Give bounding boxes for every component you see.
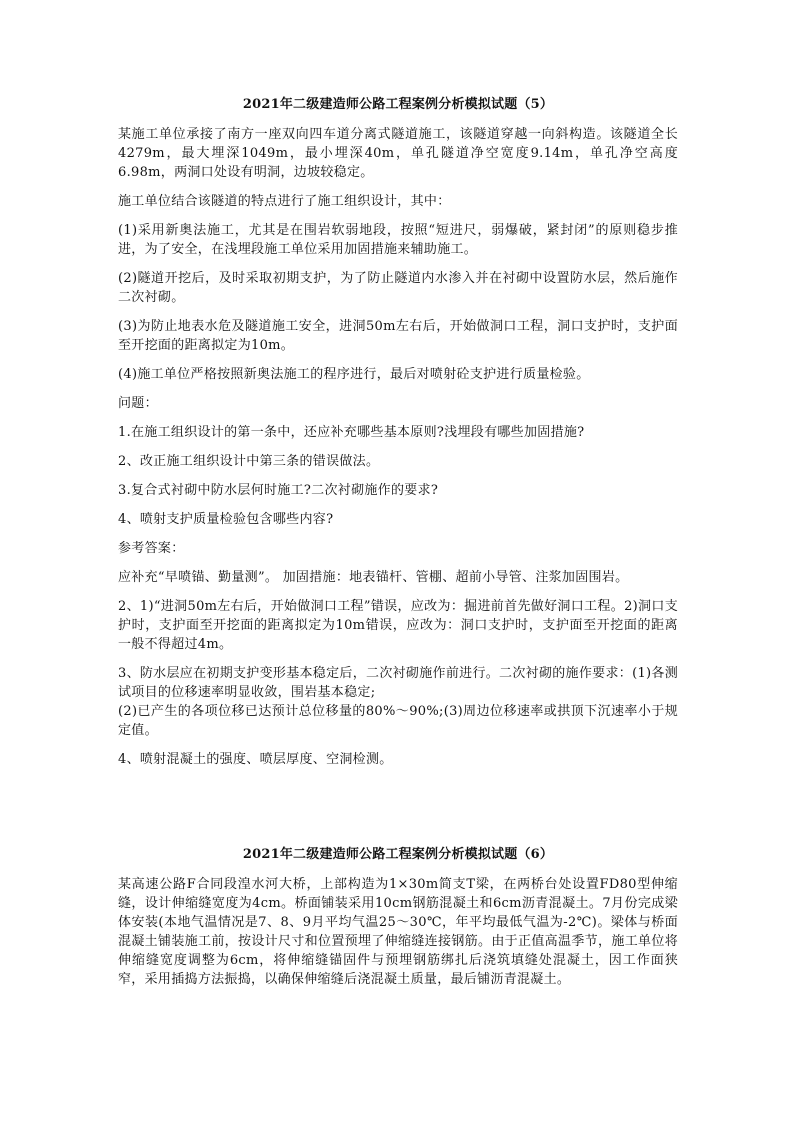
answer-item: 3、防水层应在初期支护变形基本稳定后，二次衬砌施作前进行。二次衬砌的施作要求：(1)各测试项目的位移速率明显收敛，围岩基本稳定; (118, 666, 678, 700)
answer-item: 4、喷射混凝土的强度、喷层厚度、空洞检测。 (118, 752, 393, 767)
case-background: 某施工单位承接了南方一座双向四车道分离式隧道施工，该隧道穿越一向斜构造。该隧道全长4279m，最大埋深1049m，最小埋深40m，单孔隧道净空宽度9.14m，单孔净空高度6.98m，两洞口处设有明洞，边坡较稳定。 (118, 127, 678, 180)
question-item: 1.在施工组织设计的第一条中，还应补充哪些基本原则?浅埋段有哪些加固措施? (118, 425, 585, 440)
case-background: 某高速公路F合同段湟水河大桥，上部构造为1×30m简支T梁，在两桥台处设置FD80型伸缩缝，设计伸缩缝宽度为4cm。桥面铺装采用10cm钢筋混凝土和6cm沥青混凝土。7月份完成梁体安装(本地气温情况是7、8、9月平均气温25～30℃，年平均最低气温为-2℃)。梁体与桥面混凝土铺装施工前，按设计尺寸和位置预埋了伸缩缝连接钢筋。由于正值高温季节，施工单位将伸缩缝宽度调整为6cm，将伸缩缝锚固件与预埋钢筋绑扎后浇筑填缝处混凝土，因工作面狭窄，采用插捣方法振捣，以确保伸缩缝后浇混凝土质量，最后铺沥青混凝土。 (118, 877, 678, 987)
answer-item: (2)已产生的各项位移已达预计总位移量的80%～90%;(3)周边位移速率或拱顶下沉速率小于规定值。 (118, 704, 678, 738)
answers-heading: 参考答案： (118, 541, 185, 556)
section-title: 2021年二级建造师公路工程案例分析模拟试题（5） (242, 97, 554, 112)
question-item: 4、喷射支护质量检验包含哪些内容? (118, 512, 334, 527)
case-intro: 施工单位结合该隧道的特点进行了施工组织设计，其中： (118, 194, 451, 209)
design-item: (2)隧道开挖后，及时采取初期支护，为了防止隧道内水渗入并在衬砌中设置防水层，然后施作二次衬砌。 (118, 271, 678, 305)
exam-section-5 (118, 96, 678, 779)
question-item: 2、改正施工组织设计中第三条的错误做法。 (118, 454, 380, 469)
exam-section-6 (118, 846, 678, 999)
answer-item: 2、1)“进洞50m左右后，开始做洞口工程”错误，应改为：掘进前首先做好洞口工程。2)洞口支护时，支护面至开挖面的距离拟定为10m错误，应改为：洞口支护时，支护面至开挖面的距离一般不得超过4m。 (118, 599, 678, 652)
questions-heading: 问题： (118, 396, 158, 411)
answer-item: 应补充“早喷锚、勤量测”。 加固措施：地表锚杆、管棚、超前小导管、注浆加固围岩。 (118, 570, 629, 585)
section-title: 2021年二级建造师公路工程案例分析模拟试题（6） (242, 847, 554, 862)
design-item: (1)采用新奥法施工，尤其是在围岩软弱地段，按照“短进尺，弱爆破，紧封闭”的原则稳步推进，为了安全，在浅埋段施工单位采用加固措施来辅助施工。 (118, 223, 678, 257)
design-item: (3)为防止地表水危及隧道施工安全，进洞50m左右后，开始做洞口工程，洞口支护时，支护面至开挖面的距离拟定为10m。 (118, 319, 678, 353)
question-item: 3.复合式衬砌中防水层何时施工?二次衬砌施作的要求? (118, 483, 439, 498)
design-item: (4)施工单位严格按照新奥法施工的程序进行，最后对喷射砼支护进行质量检验。 (118, 367, 590, 382)
